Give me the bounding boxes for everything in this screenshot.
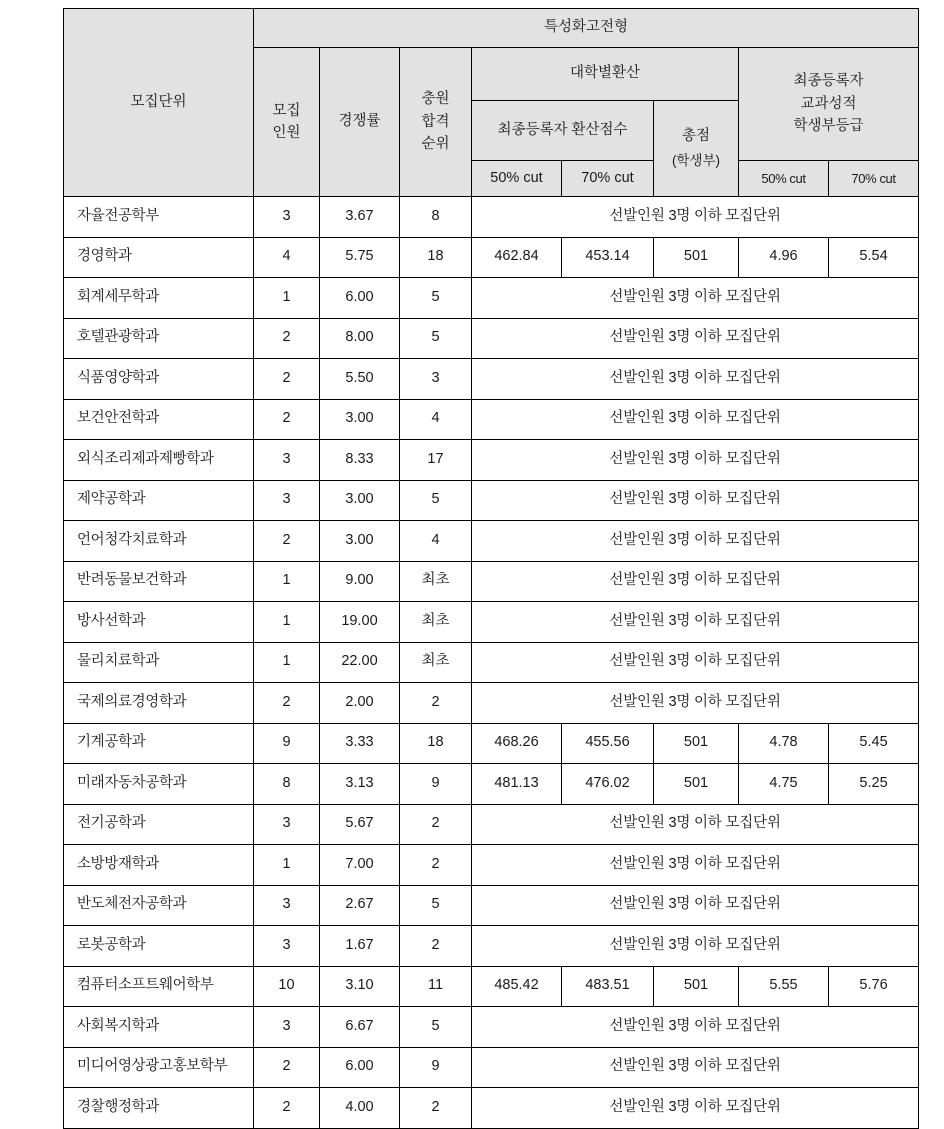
cell-waitlist-rank: 2 [400,683,472,724]
cell-competition-ratio: 3.00 [320,399,400,440]
cell-competition-ratio: 3.10 [320,966,400,1007]
cell-recruitment-unit: 물리치료학과 [64,642,254,683]
cell-score-cut-50: 462.84 [472,237,562,278]
cell-score-cut-70: 483.51 [562,966,654,1007]
rank-label-line-1: 충원 [421,91,450,108]
cell-recruitment-unit: 제약공학과 [64,480,254,521]
cell-competition-ratio: 8.33 [320,440,400,481]
cell-quota: 2 [254,399,320,440]
cell-competition-ratio: 4.00 [320,1088,400,1129]
cell-score-cut-70: 455.56 [562,723,654,764]
cell-grade-cut-70: 5.54 [829,237,919,278]
cell-waitlist-rank: 2 [400,926,472,967]
cell-competition-ratio: 5.67 [320,804,400,845]
cell-score-cut-70: 476.02 [562,764,654,805]
cell-recruitment-unit: 경영학과 [64,237,254,278]
cell-competition-ratio: 8.00 [320,318,400,359]
cell-quota: 1 [254,561,320,602]
cell-competition-ratio: 6.67 [320,1007,400,1048]
table-row [64,845,919,886]
cell-small-unit-note: 선발인원 3명 이하 모집단위 [472,278,919,319]
cell-total-score: 501 [654,723,739,764]
table-row [64,926,919,967]
cell-small-unit-note: 선발인원 3명 이하 모집단위 [472,642,919,683]
column-header-recruitment-unit: 모집단위 [64,9,254,197]
column-header-competition-ratio: 경쟁률 [320,48,400,197]
column-header-grade-cut-50: 50% cut [739,161,829,197]
cell-waitlist-rank: 5 [400,278,472,319]
grade-group-line-2: 교과성적 [800,95,857,112]
cell-waitlist-rank: 5 [400,1007,472,1048]
cell-small-unit-note: 선발인원 3명 이하 모집단위 [472,845,919,886]
cell-recruitment-unit: 반려동물보건학과 [64,561,254,602]
cell-recruitment-unit: 언어청각치료학과 [64,521,254,562]
rank-label-line-2: 합격 [421,113,450,130]
quota-label-line-1: 모집 [272,102,301,119]
cell-quota: 1 [254,602,320,643]
cell-competition-ratio: 3.00 [320,480,400,521]
column-header-total-score [654,101,739,197]
cell-waitlist-rank: 2 [400,845,472,886]
cell-small-unit-note: 선발인원 3명 이하 모집단위 [472,1088,919,1129]
table-row [64,1047,919,1088]
cell-grade-cut-70: 5.76 [829,966,919,1007]
cell-small-unit-note: 선발인원 3명 이하 모집단위 [472,197,919,238]
cell-score-cut-50: 481.13 [472,764,562,805]
table-row [64,723,919,764]
cell-small-unit-note: 선발인원 3명 이하 모집단위 [472,440,919,481]
table-row [64,1007,919,1048]
cell-score-cut-50: 468.26 [472,723,562,764]
cell-score-cut-50: 485.42 [472,966,562,1007]
column-header-score-cut-70: 70% cut [562,161,654,197]
cell-competition-ratio: 5.50 [320,359,400,400]
table-row [64,399,919,440]
cell-quota: 3 [254,926,320,967]
cell-waitlist-rank: 2 [400,804,472,845]
cell-waitlist-rank: 17 [400,440,472,481]
cell-small-unit-note: 선발인원 3명 이하 모집단위 [472,885,919,926]
cell-small-unit-note: 선발인원 3명 이하 모집단위 [472,1047,919,1088]
cell-recruitment-unit: 경찰행정학과 [64,1088,254,1129]
cell-recruitment-unit: 자율전공학부 [64,197,254,238]
cell-grade-cut-50: 4.75 [739,764,829,805]
table-row [64,683,919,724]
cell-competition-ratio: 3.67 [320,197,400,238]
cell-waitlist-rank: 4 [400,399,472,440]
cell-waitlist-rank: 9 [400,764,472,805]
cell-recruitment-unit: 반도체전자공학과 [64,885,254,926]
cell-small-unit-note: 선발인원 3명 이하 모집단위 [472,521,919,562]
cell-score-cut-70: 453.14 [562,237,654,278]
table-row [64,804,919,845]
table-row [64,480,919,521]
cell-quota: 8 [254,764,320,805]
cell-waitlist-rank: 2 [400,1088,472,1129]
cell-waitlist-rank: 3 [400,359,472,400]
cell-quota: 2 [254,1047,320,1088]
grade-group-line-1: 최종등록자 [793,72,864,89]
cell-quota: 3 [254,804,320,845]
cell-quota: 3 [254,1007,320,1048]
cell-waitlist-rank: 8 [400,197,472,238]
admissions-results-table [63,8,919,1129]
cell-competition-ratio: 6.00 [320,278,400,319]
cell-recruitment-unit: 국제의료경영학과 [64,683,254,724]
cell-recruitment-unit: 보건안전학과 [64,399,254,440]
cell-recruitment-unit: 컴퓨터소프트웨어학부 [64,966,254,1007]
cell-grade-cut-70: 5.45 [829,723,919,764]
table-row [64,359,919,400]
table-row [64,237,919,278]
cell-quota: 4 [254,237,320,278]
column-header-quota [254,48,320,197]
cell-competition-ratio: 5.75 [320,237,400,278]
cell-grade-cut-50: 5.55 [739,966,829,1007]
cell-competition-ratio: 19.00 [320,602,400,643]
table-body [64,197,919,1129]
cell-waitlist-rank: 최초 [400,642,472,683]
cell-grade-cut-50: 4.78 [739,723,829,764]
table-row [64,642,919,683]
cell-recruitment-unit: 식품영양학과 [64,359,254,400]
table-row [64,966,919,1007]
grade-group-line-3: 학생부등급 [793,118,864,135]
cell-recruitment-unit: 미디어영상광고홍보학부 [64,1047,254,1088]
cell-quota: 2 [254,318,320,359]
cell-competition-ratio: 22.00 [320,642,400,683]
cell-waitlist-rank: 18 [400,723,472,764]
table-row [64,318,919,359]
table-row [64,561,919,602]
cell-quota: 2 [254,521,320,562]
column-header-track-specialized-highschool: 특성화고전형 [254,9,919,48]
cell-small-unit-note: 선발인원 3명 이하 모집단위 [472,926,919,967]
column-header-university-conversion-group: 대학별환산 [472,48,739,101]
cell-recruitment-unit: 방사선학과 [64,602,254,643]
cell-recruitment-unit: 외식조리제과제빵학과 [64,440,254,481]
cell-quota: 1 [254,278,320,319]
table-row [64,1088,919,1129]
cell-waitlist-rank: 4 [400,521,472,562]
cell-small-unit-note: 선발인원 3명 이하 모집단위 [472,804,919,845]
cell-recruitment-unit: 미래자동차공학과 [64,764,254,805]
cell-recruitment-unit: 소방방재학과 [64,845,254,886]
cell-waitlist-rank: 11 [400,966,472,1007]
cell-waitlist-rank: 5 [400,318,472,359]
cell-total-score: 501 [654,237,739,278]
table-row [64,764,919,805]
cell-recruitment-unit: 로봇공학과 [64,926,254,967]
cell-grade-cut-50: 4.96 [739,237,829,278]
cell-small-unit-note: 선발인원 3명 이하 모집단위 [472,359,919,400]
cell-recruitment-unit: 전기공학과 [64,804,254,845]
cell-competition-ratio: 3.33 [320,723,400,764]
table-row [64,602,919,643]
table-row [64,197,919,238]
table-header [64,9,919,197]
cell-competition-ratio: 2.00 [320,683,400,724]
cell-quota: 10 [254,966,320,1007]
cell-quota: 1 [254,642,320,683]
cell-waitlist-rank: 최초 [400,561,472,602]
table-row [64,440,919,481]
cell-recruitment-unit: 사회복지학과 [64,1007,254,1048]
cell-waitlist-rank: 최초 [400,602,472,643]
table-row [64,885,919,926]
cell-competition-ratio: 2.67 [320,885,400,926]
total-score-label: 총점 [681,128,710,144]
cell-small-unit-note: 선발인원 3명 이하 모집단위 [472,1007,919,1048]
cell-competition-ratio: 9.00 [320,561,400,602]
cell-total-score: 501 [654,966,739,1007]
column-header-waitlist-rank [400,48,472,197]
total-score-sublabel: (학생부) [671,152,721,168]
cell-small-unit-note: 선발인원 3명 이하 모집단위 [472,480,919,521]
rank-label-line-3: 순위 [421,136,450,153]
cell-quota: 2 [254,359,320,400]
cell-quota: 3 [254,197,320,238]
column-header-score-cut-50: 50% cut [472,161,562,197]
cell-small-unit-note: 선발인원 3명 이하 모집단위 [472,683,919,724]
cell-waitlist-rank: 9 [400,1047,472,1088]
cell-competition-ratio: 6.00 [320,1047,400,1088]
table-row [64,278,919,319]
table-row [64,521,919,562]
cell-competition-ratio: 3.00 [320,521,400,562]
cell-waitlist-rank: 5 [400,480,472,521]
cell-small-unit-note: 선발인원 3명 이하 모집단위 [472,318,919,359]
cell-quota: 9 [254,723,320,764]
cell-waitlist-rank: 18 [400,237,472,278]
cell-quota: 3 [254,885,320,926]
cell-competition-ratio: 3.13 [320,764,400,805]
column-header-final-enrollee-grade-group [739,48,919,161]
column-header-final-enrollee-converted-score: 최종등록자 환산점수 [472,101,654,161]
cell-competition-ratio: 1.67 [320,926,400,967]
cell-total-score: 501 [654,764,739,805]
quota-label-line-2: 인원 [272,125,301,141]
cell-quota: 2 [254,1088,320,1129]
cell-quota: 3 [254,480,320,521]
cell-recruitment-unit: 기계공학과 [64,723,254,764]
cell-small-unit-note: 선발인원 3명 이하 모집단위 [472,399,919,440]
column-header-grade-cut-70: 70% cut [829,161,919,197]
cell-recruitment-unit: 호텔관광학과 [64,318,254,359]
cell-grade-cut-70: 5.25 [829,764,919,805]
header-row-1 [64,9,919,48]
cell-small-unit-note: 선발인원 3명 이하 모집단위 [472,561,919,602]
cell-small-unit-note: 선발인원 3명 이하 모집단위 [472,602,919,643]
cell-quota: 2 [254,683,320,724]
cell-competition-ratio: 7.00 [320,845,400,886]
cell-recruitment-unit: 회계세무학과 [64,278,254,319]
cell-quota: 3 [254,440,320,481]
cell-quota: 1 [254,845,320,886]
cell-waitlist-rank: 5 [400,885,472,926]
